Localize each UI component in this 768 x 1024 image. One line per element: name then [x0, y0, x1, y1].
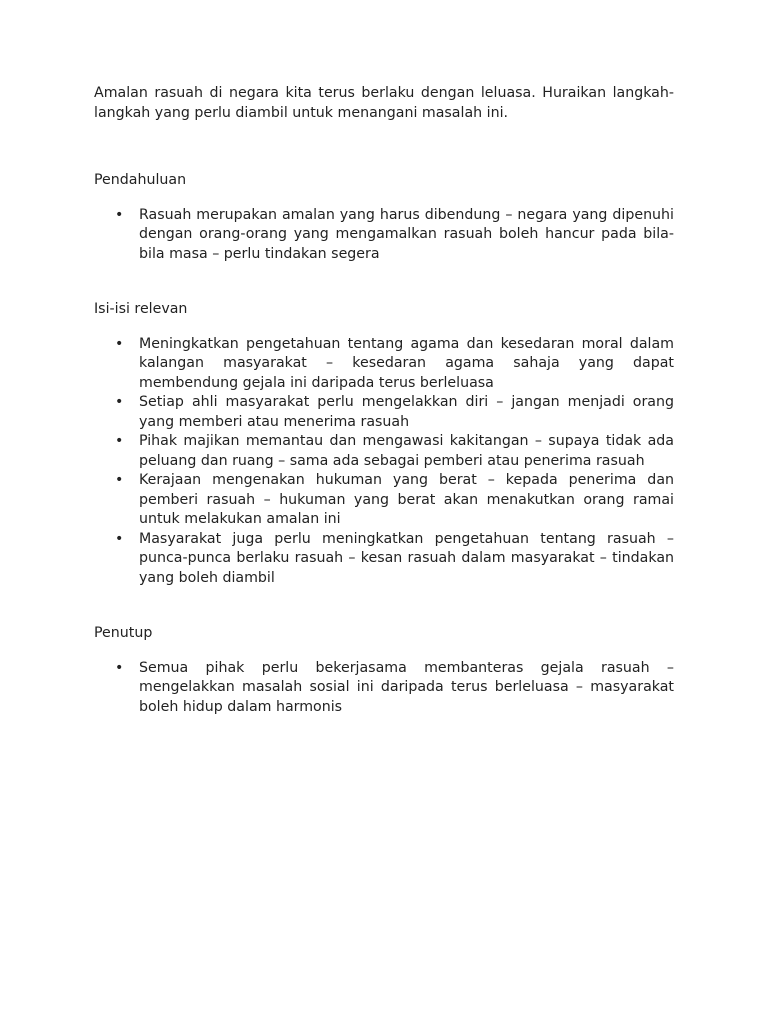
section-heading-isi-isi-relevan: Isi-isi relevan	[94, 301, 188, 317]
bullet-icon: •	[115, 530, 124, 547]
list-item	[94, 206, 674, 265]
list-item	[94, 393, 674, 432]
list-item	[94, 659, 674, 718]
list-item-text: Semua pihak perlu bekerjasama membanteras gejala rasuah – mengelakkan masalah sosial ini daripada terus berleluasa – masyarakat boleh hidup dalam harmonis	[139, 659, 674, 715]
bullet-list-penutup	[94, 659, 674, 718]
bullet-icon: •	[115, 472, 124, 488]
list-item	[94, 530, 674, 589]
list-item-text: Masyarakat juga perlu meningkatkan pengetahuan tentang rasuah – punca-punca berlaku rasuah – kesan rasuah dalam masyarakat – tindakan yang boleh diambil	[139, 530, 674, 586]
essay-question: Amalan rasuah di negara kita terus berlaku dengan leluasa. Huraikan langkah-langkah yang perlu diambil untuk menangani masalah ini.	[94, 85, 674, 121]
bullet-icon: •	[115, 206, 124, 223]
list-item	[94, 335, 674, 394]
list-item	[94, 471, 674, 530]
list-item-text: Pihak majikan memantau dan mengawasi kakitangan – supaya tidak ada peluang dan ruang – sama ada sebagai pemberi atau penerima rasuah	[139, 433, 674, 469]
bullet-icon: •	[115, 659, 124, 676]
list-item-text: Rasuah merupakan amalan yang harus dibendung – negara yang dipenuhi dengan orang-orang yang mengamalkan rasuah boleh hancur pada bila-bila masa – perlu tindakan segera	[139, 206, 674, 262]
list-item-text: Setiap ahli masyarakat perlu mengelakkan diri – jangan menjadi orang yang memberi atau menerima rasuah	[139, 394, 674, 430]
bullet-list-isi-isi-relevan	[94, 335, 674, 589]
document-page	[94, 84, 674, 717]
bullet-icon: •	[115, 433, 124, 449]
list-item	[94, 432, 674, 471]
bullet-icon: •	[115, 335, 124, 352]
list-item-text: Kerajaan mengenakan hukuman yang berat – kepada penerima dan pemberi rasuah – hukuman yang berat akan menakutkan orang ramai untuk melakukan amalan ini	[139, 472, 674, 527]
bullet-icon: •	[115, 394, 124, 410]
section-heading-penutup: Penutup	[94, 625, 153, 641]
section-heading-pendahuluan: Pendahuluan	[94, 172, 187, 188]
bullet-list-pendahuluan	[94, 206, 674, 265]
list-item-text: Meningkatkan pengetahuan tentang agama dan kesedaran moral dalam kalangan masyarakat – kesedaran agama sahaja yang dapat membendung gejala ini daripada terus berleluasa	[139, 335, 674, 391]
